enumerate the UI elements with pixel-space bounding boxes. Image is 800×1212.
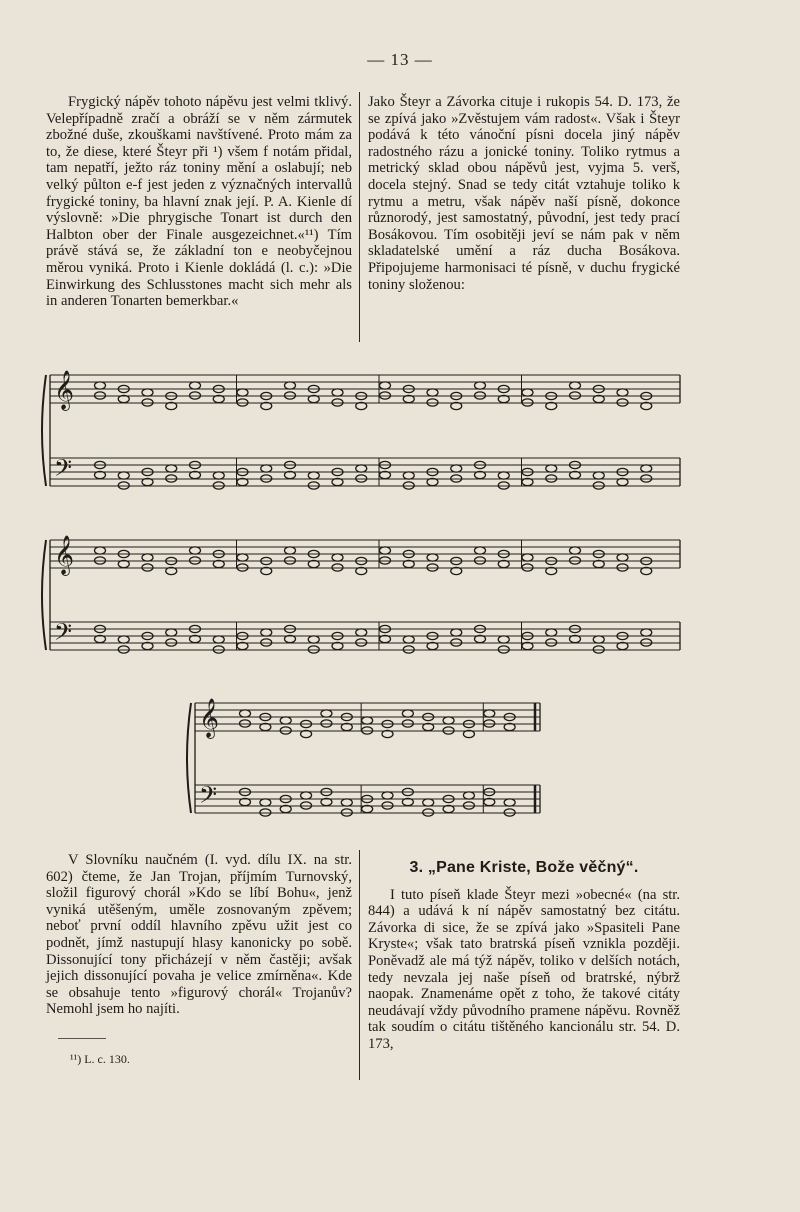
note-head: [332, 389, 343, 396]
treble-clef: 𝄞: [54, 372, 75, 409]
note-head: [427, 389, 438, 396]
note-head: [118, 472, 129, 479]
note-head: [504, 799, 515, 806]
note-head: [403, 636, 414, 643]
note-head: [362, 717, 373, 724]
note-head: [285, 382, 296, 389]
note-head: [321, 710, 332, 717]
note-head: [166, 465, 177, 472]
note-head: [213, 636, 224, 643]
note-head: [301, 792, 312, 799]
note-head: [451, 629, 462, 636]
bass-clef: 𝄢: [54, 620, 73, 651]
note-head: [570, 547, 581, 554]
note-head: [570, 382, 581, 389]
treble-clef: 𝄞: [54, 537, 75, 574]
brace: [187, 703, 191, 813]
brace: [42, 540, 46, 650]
note-head: [356, 629, 367, 636]
bass-clef: 𝄢: [54, 456, 73, 487]
note-head: [475, 382, 486, 389]
note-head: [427, 554, 438, 561]
page-number: — 13 —: [367, 50, 433, 69]
note-head: [237, 554, 248, 561]
right-column-bottom: [368, 856, 680, 1053]
note-head: [285, 547, 296, 554]
brace: [42, 375, 46, 486]
column-divider: [359, 850, 360, 1080]
note-head: [498, 636, 509, 643]
note-head: [522, 554, 533, 561]
note-head: [240, 710, 251, 717]
treble-clef: 𝄞: [199, 700, 220, 737]
note-head: [617, 389, 628, 396]
note-head: [546, 465, 557, 472]
note-head: [356, 465, 367, 472]
note-head: [403, 472, 414, 479]
note-head: [190, 547, 201, 554]
note-head: [484, 710, 495, 717]
note-head: [593, 472, 604, 479]
left-column-bottom: [46, 852, 352, 1018]
note-head: [261, 465, 272, 472]
note-head: [641, 629, 652, 636]
note-head: [451, 465, 462, 472]
note-head: [261, 629, 272, 636]
note-head: [95, 382, 106, 389]
note-head: [142, 554, 153, 561]
paragraph: Jako Šteyr a Závorka cituje i rukopis 54. D. 173, že se zpívá jako »Zvěstujem vám radost«. Však i Šteyr podává k této vánoční písni docela jiný nápěv radostného rázu a jonické toniny. Toliko rytmus a metrický sklad obou nápěvů jest, vyjma 5. verš, docela stejný. Snad se tedy citát vztahuje toliko k rytmu a metru, však nápěv naší písně, dokonce různorodý, jest samostatný, původní, jest tedy prací Bosákovou. Tím osobitěji jeví se nám pak v něm skladatelské umění a ráz ducha Bosákova. Připojujeme harmonisaci té písně, v duchu frygické toniny složenou:: [368, 94, 680, 293]
note-head: [463, 792, 474, 799]
note-head: [443, 717, 454, 724]
note-head: [308, 472, 319, 479]
section-heading: 3. „Pane Kriste, Bože věčný“.: [409, 859, 639, 876]
note-head: [380, 547, 391, 554]
note-head: [341, 799, 352, 806]
note-head: [95, 547, 106, 554]
note-head: [522, 389, 533, 396]
note-head: [593, 636, 604, 643]
note-head: [190, 382, 201, 389]
note-head: [118, 636, 129, 643]
note-head: [641, 465, 652, 472]
note-head: [142, 389, 153, 396]
note-head: [475, 547, 486, 554]
note-head: [332, 554, 343, 561]
note-head: [280, 717, 291, 724]
note-head: [237, 389, 248, 396]
paragraph: Frygický nápěv tohoto nápěvu jest velmi tklivý. Velepřípadně zračí a obráží se v něm zármutek zbožné duše, zkouškami navštívené. Proto mám za to, že diese, které Šteyr při ¹) všem f notám přidal, tam nepatří, ježto ráz toniny mění a oslabují; neb velký půlton e-f jest jeden z význačných intervallů frygické toniny, ba hlavní znak její. P. A. Kienle dí výslovně: »Die phrygische Tonart ist durch den Halbton ober der Finale ausgezeichnet.«¹¹) Tím právě stává se, že základní ton e neobyčejnou měrou vyniká. Proto i Kienle dokládá (l. c.): »Die Einwirkung des Schlusstones macht sich mehr als in anderen Tonarten bemerkbar.«: [46, 94, 352, 310]
note-head: [213, 472, 224, 479]
paragraph: I tuto píseň klade Šteyr mezi »obecné« (na str. 844) a udává k ní nápěv samostatný bez citátu. Závorka di sice, že se zpívá jako »Spasiteli Pane Kryste«; však tato bratrská píseň vznikla později. Poněvadž ale má týž nápěv, toliko v delších notách, tedy nevzala jej naše píseň od bratrské, nýbrž naopak. Znamenáme opět z toho, že takové citáty neudávají vždy původního pramene nápěvu. Rovněž tak soudím o citátu tištěného kancionálu str. 54. D. 173,: [368, 886, 680, 1052]
note-head: [382, 792, 393, 799]
note-head: [617, 554, 628, 561]
note-head: [380, 382, 391, 389]
note-head: [308, 636, 319, 643]
bass-clef: 𝄢: [199, 783, 218, 814]
footnote: ¹¹) L. c. 130.: [70, 1052, 130, 1066]
note-head: [546, 629, 557, 636]
paragraph: V Slovníku naučném (I. vyd. dílu IX. na str. 602) čteme, že Jan Trojan, příjmím Turnovský, složil figurový chorál »Kdo se líbí Bohu«, jenž vyniká utěšeným, uměle zosnovaným zpěvem; neboť první oddíl hlavního zpěvu užit jest co podnět, jímž nastupují hlasy kanonicky po sobě. Dissonující tony přicházejí v něm častěji; avšak jejich dissonující povaha je velice zmírněna«. Kde se obsahuje tento »figurový chorál« Trojanův? Nemohl jsem ho najíti.: [46, 852, 352, 1018]
footnote-rule: [58, 1038, 106, 1039]
note-head: [498, 472, 509, 479]
note-head: [260, 799, 271, 806]
note-head: [402, 710, 413, 717]
note-head: [423, 799, 434, 806]
note-head: [166, 629, 177, 636]
